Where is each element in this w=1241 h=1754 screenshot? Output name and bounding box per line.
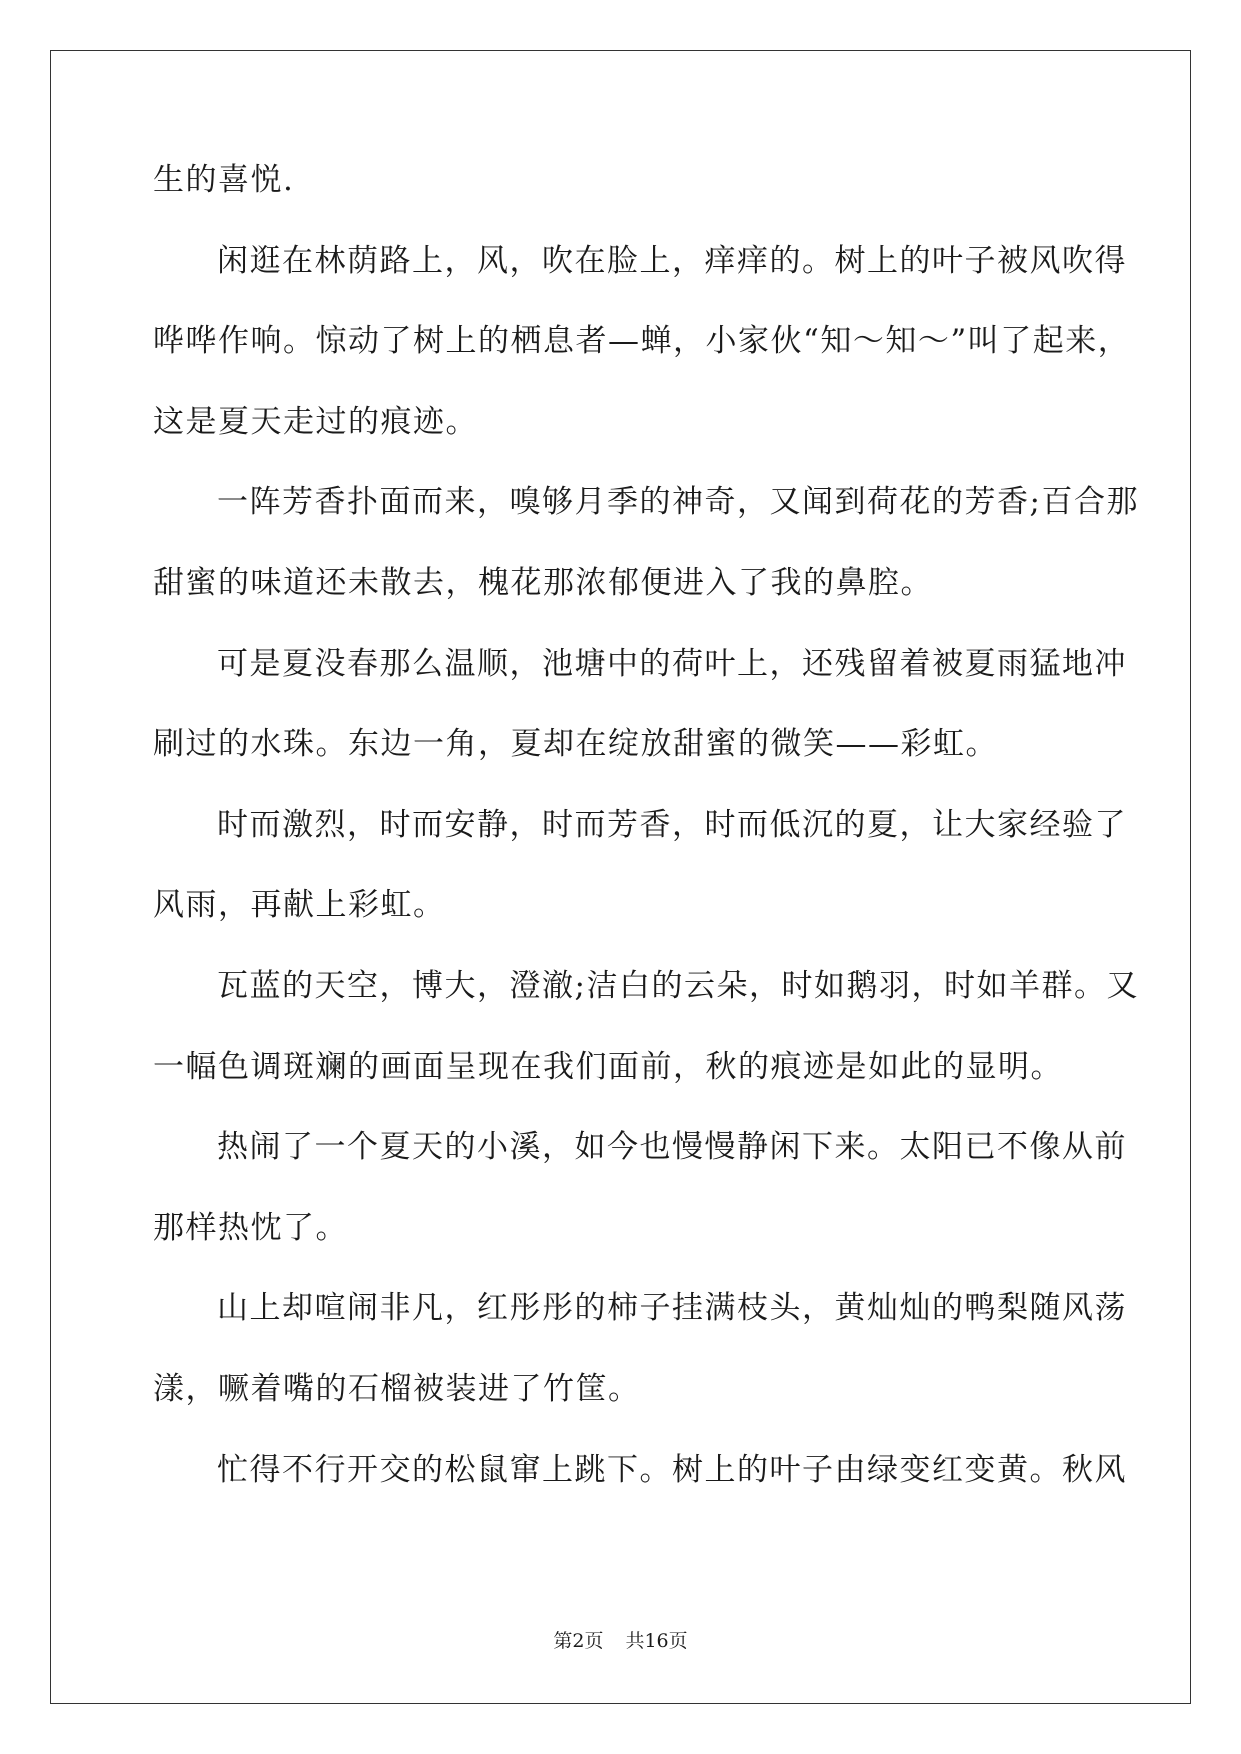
text-line: 可是夏没春那么温顺，池塘中的荷叶上，还残留着被夏雨猛地冲 [217, 645, 1127, 682]
text-line: 风雨，再献上彩虹。 [153, 887, 446, 924]
text-line: 山上却喧闹非凡，红彤彤的柿子挂满枝头，黄灿灿的鸭梨随风荡 [217, 1290, 1127, 1327]
text-line: 热闹了一个夏天的小溪，如今也慢慢静闲下来。太阳已不像从前 [217, 1129, 1127, 1166]
text-line: 时而激烈，时而安静，时而芳香，时而低沉的夏，让大家经验了 [217, 806, 1127, 843]
text-line: 忙得不行开交的松鼠窜上跳下。树上的叶子由绿变红变黄。秋风 [217, 1451, 1127, 1488]
text-line: 漾，噘着嘴的石榴被装进了竹筐。 [153, 1370, 641, 1407]
text-line: 一幅色调斑斓的画面呈现在我们面前，秋的痕迹是如此的显明。 [153, 1048, 1063, 1085]
text-line: 闲逛在林荫路上，风，吹在脸上，痒痒的。树上的叶子被风吹得 [217, 242, 1127, 279]
text-line: 一阵芳香扑面而来，嗅够月季的神奇，又闻到荷花的芳香;百合那 [217, 484, 1139, 521]
text-line: 哗哗作响。惊动了树上的栖息者—蝉，小家伙“知～知～”叫了起来， [153, 323, 1131, 360]
text-line: 那样热忱了。 [153, 1209, 348, 1246]
text-line: 刷过的水珠。东边一角，夏却在绽放甜蜜的微笑——彩虹。 [153, 726, 998, 763]
text-line: 甜蜜的味道还未散去，槐花那浓郁便进入了我的鼻腔。 [153, 564, 933, 601]
page-footer [0, 1629, 1241, 1653]
page-total: 共16页 [625, 1630, 688, 1652]
document-body [153, 160, 1139, 1530]
text-line: 生的喜悦. [153, 162, 295, 198]
page-number: 第2页 [553, 1630, 604, 1652]
text-line: 瓦蓝的天空，博大，澄澈;洁白的云朵，时如鹅羽，时如羊群。又 [217, 967, 1139, 1004]
text-line: 这是夏天走过的痕迹。 [153, 403, 478, 440]
